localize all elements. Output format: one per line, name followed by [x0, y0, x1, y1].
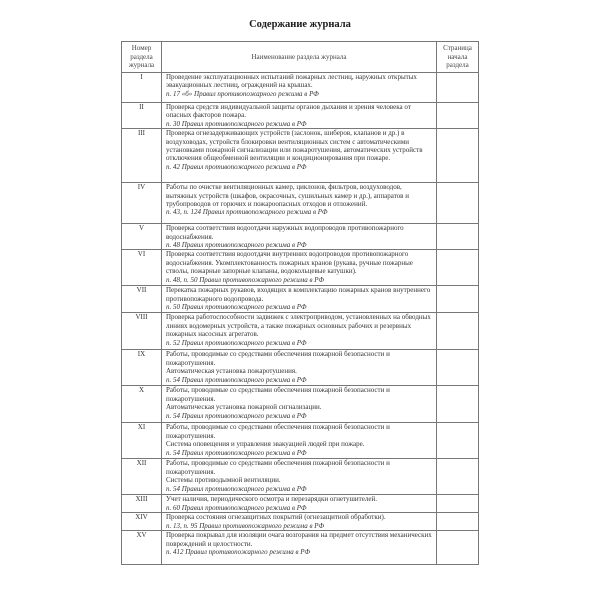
section-name — [162, 183, 437, 224]
regulation-reference: п. 52 Правил противопожарного режима в РФ — [166, 338, 307, 347]
regulation-reference: п. 43, п. 124 Правил противопожарного режима в РФ — [166, 208, 328, 217]
section-number: X — [122, 386, 162, 423]
section-number: XI — [122, 423, 162, 459]
section-name — [162, 531, 437, 565]
section-name — [162, 250, 437, 286]
section-name — [162, 495, 437, 513]
section-description: Работы, проводимые со средствами обеспечения пожарной безопасности и пожаротушения. — [166, 423, 390, 440]
table-row — [122, 313, 479, 350]
section-name — [162, 386, 437, 423]
start-page-cell[interactable] — [437, 250, 479, 286]
regulation-reference: п. 48, п. 50 Правил противопожарного режима в РФ — [166, 275, 325, 284]
start-page-cell[interactable] — [437, 129, 479, 183]
regulation-reference: п. 54 Правил противопожарного режима в РФ — [166, 484, 307, 493]
start-page-cell[interactable] — [437, 286, 479, 313]
table-row — [122, 513, 479, 531]
section-number: II — [122, 103, 162, 129]
start-page-cell[interactable] — [437, 495, 479, 513]
section-description: Проверка покрывал для изоляции очага возгорания на предмет отсутствия механических повреждений и целостности. — [166, 531, 432, 548]
regulation-reference: п. 54 Правил противопожарного режима в РФ — [166, 448, 307, 457]
table-row — [122, 129, 479, 183]
start-page-cell[interactable] — [437, 224, 479, 250]
section-description: Автоматическая установка пожаротушения. — [166, 367, 297, 376]
section-description: Проверка соответствия водоотдачи внутренних водопроводов противопожарного водоснабжения. Укомплектованность пожарных кранов (рукава, ручные пожарные стволы, пожарные запорные клапаны, водокольцевые катушки). — [166, 250, 413, 276]
section-number: VIII — [122, 313, 162, 350]
start-page-cell[interactable] — [437, 73, 479, 103]
section-name — [162, 73, 437, 103]
table-row — [122, 224, 479, 250]
section-number: VII — [122, 286, 162, 313]
header-section-name: Наименование раздела журнала — [162, 42, 437, 73]
start-page-cell[interactable] — [437, 531, 479, 565]
section-number: I — [122, 73, 162, 103]
section-name — [162, 423, 437, 459]
regulation-reference: п. 17 «б» Правил противопожарного режима в РФ — [166, 89, 319, 98]
regulation-reference: п. 13, п. 95 Правил противопожарного режима в РФ — [166, 521, 325, 530]
table-row — [122, 183, 479, 224]
table-row — [122, 350, 479, 386]
section-name — [162, 313, 437, 350]
section-description: Работы, проводимые со средствами обеспечения пожарной безопасности и пожаротушения. — [166, 350, 390, 367]
header-start-page: Страница начала раздела — [437, 42, 479, 73]
document-title: Содержание журнала — [249, 19, 351, 30]
section-description: Проверка соответствия водоотдачи наружных водопроводов противопожарного водоснабжения. — [166, 224, 404, 241]
section-description: Автоматическая установка пожарной сигнализации. — [166, 403, 322, 412]
section-number: III — [122, 129, 162, 183]
section-description: Система оповещения и управления эвакуацией людей при пожаре. — [166, 440, 365, 449]
section-name — [162, 129, 437, 183]
table-row — [122, 73, 479, 103]
start-page-cell[interactable] — [437, 350, 479, 386]
section-description: Проверка огнезадерживающих устройств (заслонок, шиберов, клапанов и др.) в воздуховодах, устройств блокировки вентиляционных систем с автоматическими установками пожарной сигнализации или пожаротушения, автоматических устройств отключения общеобменной вентиляции и кондиционирования при пожаре. — [166, 129, 423, 163]
section-number: IV — [122, 183, 162, 224]
section-name — [162, 286, 437, 313]
regulation-reference: п. 50 Правил противопожарного режима в РФ — [166, 303, 307, 312]
regulation-reference: п. 48 Правил противопожарного режима в РФ — [166, 241, 307, 250]
table-row — [122, 286, 479, 313]
section-description: Проверка работоспособности задвижек с электроприводом, установленных на обводных линиях водомерных устройств, а также пожарных основных рабочих и резервных пожарных насосных агрегатов. — [166, 313, 431, 339]
table-row — [122, 386, 479, 423]
regulation-reference: п. 54 Правил противопожарного режима в РФ — [166, 411, 307, 420]
table-row — [122, 250, 479, 286]
table-row — [122, 423, 479, 459]
regulation-reference: п. 60 Правил противопожарного режима в РФ — [166, 503, 307, 512]
regulation-reference: п. 42 Правил противопожарного режима в РФ — [166, 162, 307, 171]
table-row — [122, 103, 479, 129]
start-page-cell[interactable] — [437, 513, 479, 531]
start-page-cell[interactable] — [437, 103, 479, 129]
section-description: Проверка состояния огнезащитных покрытий (огнезащитной обработки). — [166, 513, 386, 522]
table-header-row — [122, 42, 479, 73]
start-page-cell[interactable] — [437, 183, 479, 224]
regulation-reference: п. 412 Правил противопожарного режима в РФ — [166, 548, 311, 557]
section-description: Перекатка пожарных рукавов, входящих в комплектацию пожарных кранов внутреннего противопожарного водопровода. — [166, 286, 431, 303]
section-name — [162, 459, 437, 495]
section-number: V — [122, 224, 162, 250]
section-description: Проверка средств индивидуальной защиты органов дыхания и зрения человека от опасных факторов пожара. — [166, 103, 411, 120]
section-description: Работы по очистке вентиляционных камер, циклонов, фильтров, воздуховодов, вытяжных устройств (шкафов, окрасочных, сушильных камер и др.), аппаратов и трубопроводов от горючих и пожароопасных отходов и отложений. — [166, 183, 409, 209]
header-section-number: Номер раздела журнала — [122, 42, 162, 73]
regulation-reference: п. 54 Правил противопожарного режима в РФ — [166, 375, 307, 384]
section-number: IX — [122, 350, 162, 386]
section-description: Системы противодымной вентиляции. — [166, 476, 281, 485]
section-name — [162, 224, 437, 250]
section-description: Работы, проводимые со средствами обеспечения пожарной безопасности и пожаротушения. — [166, 459, 390, 476]
section-name — [162, 103, 437, 129]
table-row — [122, 531, 479, 565]
table-row — [122, 495, 479, 513]
section-description: Проведение эксплуатационных испытаний пожарных лестниц, наружных открытых эвакуационных лестниц, ограждений на крышах. — [166, 73, 417, 90]
section-number: XIII — [122, 495, 162, 513]
section-description: Учет наличия, периодического осмотра и перезарядки огнетушителей. — [166, 495, 377, 504]
section-description: Работы, проводимые со средствами обеспечения пожарной безопасности и пожаротушения. — [166, 386, 390, 403]
start-page-cell[interactable] — [437, 386, 479, 423]
journal-contents-table — [121, 41, 479, 565]
start-page-cell[interactable] — [437, 313, 479, 350]
section-number: VI — [122, 250, 162, 286]
section-name — [162, 513, 437, 531]
section-number: XII — [122, 459, 162, 495]
section-number: XV — [122, 531, 162, 565]
start-page-cell[interactable] — [437, 459, 479, 495]
section-name — [162, 350, 437, 386]
regulation-reference: п. 30 Правил противопожарного режима в РФ — [166, 119, 307, 128]
section-number: XIV — [122, 513, 162, 531]
table-row — [122, 459, 479, 495]
start-page-cell[interactable] — [437, 423, 479, 459]
